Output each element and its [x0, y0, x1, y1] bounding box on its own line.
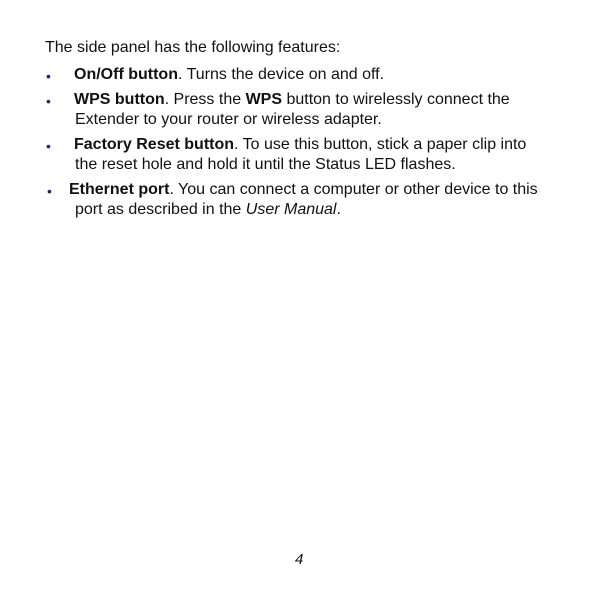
- list-item-ethernet: [69, 181, 538, 199]
- list-item-wps-continuation: Extender to your router or wireless adapter.: [75, 111, 382, 128]
- term-ethernet-port: Ethernet port: [69, 181, 170, 198]
- term-wps: WPS: [245, 91, 283, 108]
- bullet-icon: •: [46, 138, 51, 154]
- page-number: 4: [295, 551, 304, 568]
- description-text: .: [336, 201, 341, 218]
- list-item-wps: [74, 91, 510, 109]
- bullet-icon: •: [47, 183, 52, 199]
- description-text: . Turns the device on and off.: [177, 66, 385, 83]
- term-factory-reset-button: Factory Reset button: [74, 136, 235, 153]
- description-text: port as described in the: [75, 201, 246, 218]
- intro-text: The side panel has the following features:: [45, 39, 341, 56]
- list-item-ethernet-continuation: [75, 201, 341, 219]
- description-text: . To use this button, stick a paper clip into: [234, 136, 527, 153]
- description-text: . Press the: [164, 91, 246, 108]
- term-on-off-button: On/Off button: [74, 66, 178, 83]
- list-item-on-off: [74, 66, 384, 84]
- description-text: . You can connect a computer or other device to this: [169, 181, 538, 198]
- bullet-icon: •: [46, 93, 51, 109]
- list-item-factory-reset: [74, 136, 526, 154]
- list-item-factory-reset-continuation: the reset hole and hold it until the Status LED flashes.: [75, 156, 456, 173]
- bullet-icon: •: [46, 68, 51, 84]
- user-manual-reference: User Manual: [245, 201, 337, 218]
- description-text: button to wirelessly connect the: [282, 91, 510, 108]
- term-wps-button: WPS button: [74, 91, 165, 108]
